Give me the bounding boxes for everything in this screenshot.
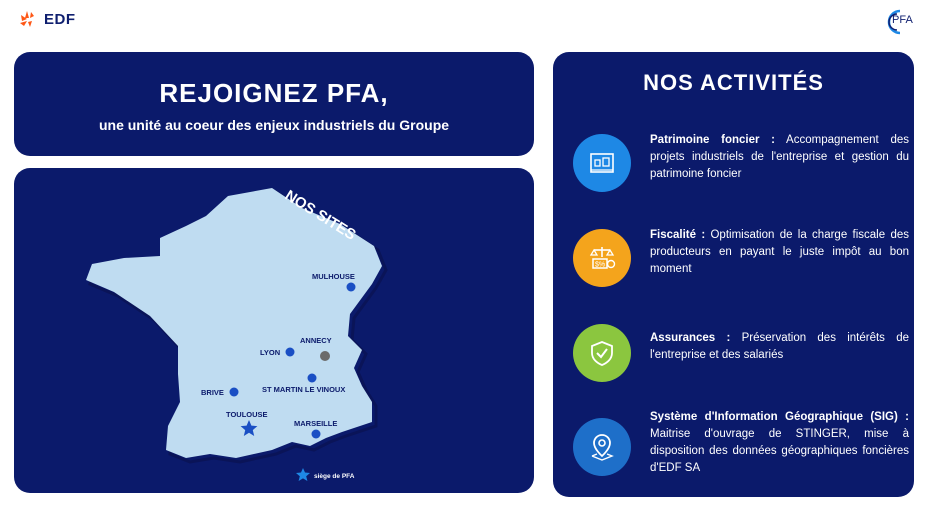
activity-fiscalite-text [650, 227, 909, 278]
activity-patrimoine-desc: Accompagnement des projets industriels de l'entreprise et gestion du patrimoine foncier [650, 134, 909, 180]
site-marker-st-martin[interactable] [308, 374, 317, 383]
sites-heading-text: NOS SITES [281, 186, 359, 244]
edf-logo-text: EDF [44, 10, 76, 28]
pfa-logo-text: PFA [892, 14, 913, 26]
pfa-logo [880, 7, 916, 37]
activity-assurances-desc: Préservation des intérêts de l'entreprise et des salariés [650, 332, 909, 361]
site-label-annecy: ANNECY [300, 336, 332, 345]
edf-logo [18, 9, 76, 29]
shield-check-icon [573, 324, 631, 382]
activity-patrimoine-label: Patrimoine foncier : [650, 134, 775, 146]
map-pin-icon [573, 418, 631, 476]
svg-text:$%: $% [595, 261, 606, 269]
activities-panel [553, 52, 914, 497]
activity-assurances-label: Assurances : [650, 332, 731, 344]
activity-sig-label: Système d'Information Géographique (SIG) : [650, 411, 909, 423]
site-label-toulouse: TOULOUSE [226, 410, 268, 419]
hero-banner [14, 52, 534, 156]
activity-assurances-text [650, 330, 909, 364]
site-marker-brive[interactable] [230, 388, 239, 397]
activity-sig-text [650, 409, 909, 477]
legend-label: siège de PFA [314, 473, 355, 480]
sites-map-panel [14, 168, 534, 493]
edf-logo-icon [18, 9, 40, 29]
site-label-marseille: MARSEILLE [294, 419, 338, 428]
site-marker-annecy[interactable] [320, 351, 330, 361]
site-marker-lyon[interactable] [286, 348, 295, 357]
france-map [14, 168, 534, 493]
site-label-st-martin: ST MARTIN LE VINOUX [262, 385, 346, 394]
activities-title: NOS ACTIVITÉS [643, 70, 824, 95]
legend-star-icon [296, 468, 310, 481]
balance-money-icon [573, 229, 631, 287]
activity-fiscalite-label: Fiscalité : [650, 229, 706, 241]
site-marker-marseille[interactable] [312, 430, 321, 439]
activity-patrimoine-text [650, 132, 909, 183]
site-label-mulhouse: MULHOUSE [312, 272, 355, 281]
hero-title: REJOIGNEZ PFA, [159, 78, 389, 108]
building-plan-icon [573, 134, 631, 192]
site-label-brive: BRIVE [201, 388, 224, 397]
hero-subtitle: une unité au coeur des enjeux industriels du Groupe [98, 117, 450, 133]
activity-sig-desc: Maitrise d'ouvrage de STINGER, mise à disposition des données géographiques foncières d'EDF SA [650, 428, 909, 474]
activity-fiscalite-desc: Optimisation de la charge fiscale des producteurs en payant le juste impôt au bon moment [650, 229, 909, 275]
site-label-lyon: LYON [260, 348, 281, 357]
site-marker-mulhouse[interactable] [347, 283, 356, 292]
